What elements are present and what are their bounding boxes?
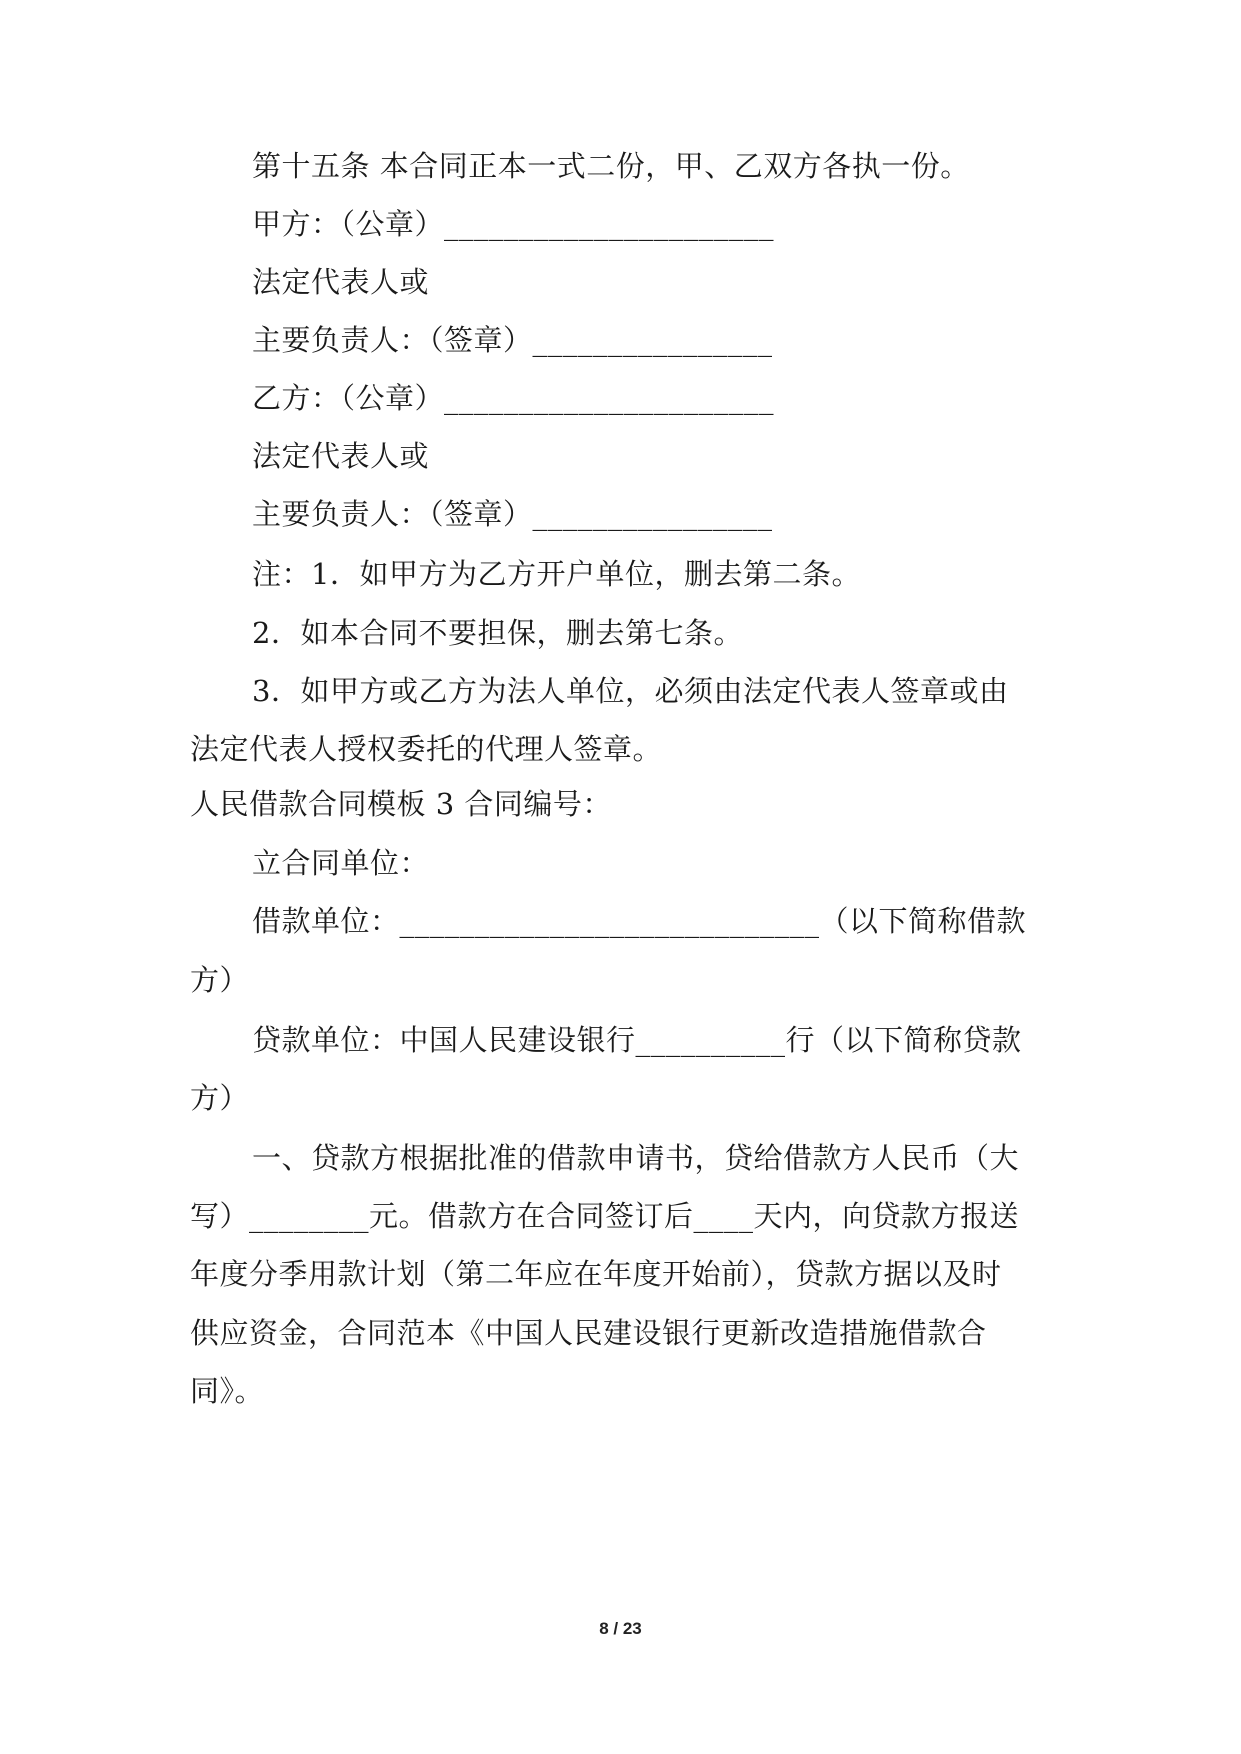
note-2: 2．如本合同不要担保，删去第七条。 — [252, 616, 743, 650]
party-b-seal-line: 乙方：（公章）______________________ — [252, 381, 775, 415]
lender-line-1: 贷款单位：中国人民建设银行__________行（以下简称贷款 — [252, 1023, 1022, 1057]
lender-line-2: 方） — [190, 1081, 250, 1115]
borrower-line-2: 方） — [190, 963, 250, 997]
article-1-line-4: 供应资金，合同范本《中国人民建设银行更新改造措施借款合 — [190, 1316, 987, 1350]
note-3-line-2: 法定代表人授权委托的代理人签章。 — [190, 732, 663, 766]
party-b-rep-label: 法定代表人或 — [252, 439, 430, 473]
clause-15: 第十五条 本合同正本一式二份，甲、乙双方各执一份。 — [252, 149, 970, 183]
borrower-line-1: 借款单位：____________________________（以下简称借款 — [252, 904, 1027, 938]
article-1-line-3: 年度分季用款计划（第二年应在年度开始前），贷款方据以及时 — [190, 1257, 1002, 1291]
contract-parties-label: 立合同单位： — [252, 846, 430, 880]
party-b-signature-line: 主要负责人：（签章）________________ — [252, 497, 773, 531]
party-a-signature-line: 主要负责人：（签章）________________ — [252, 323, 773, 357]
article-1-line-5: 同》。 — [190, 1374, 265, 1408]
party-a-rep-label: 法定代表人或 — [252, 265, 430, 299]
party-a-seal-line: 甲方：（公章）______________________ — [252, 207, 775, 241]
note-3-line-1: 3．如甲方或乙方为法人单位，必须由法定代表人签章或由 — [252, 674, 1009, 708]
article-1-line-1: 一、贷款方根据批准的借款申请书，贷给借款方人民币（大 — [252, 1141, 1020, 1175]
page-number: 8 / 23 — [599, 1619, 642, 1638]
article-1-line-2: 写）________元。借款方在合同签订后____天内，向贷款方报送 — [190, 1199, 1020, 1233]
template-3-heading: 人民借款合同模板 3 合同编号： — [190, 787, 612, 821]
note-1: 注：1．如甲方为乙方开户单位，删去第二条。 — [252, 557, 861, 591]
